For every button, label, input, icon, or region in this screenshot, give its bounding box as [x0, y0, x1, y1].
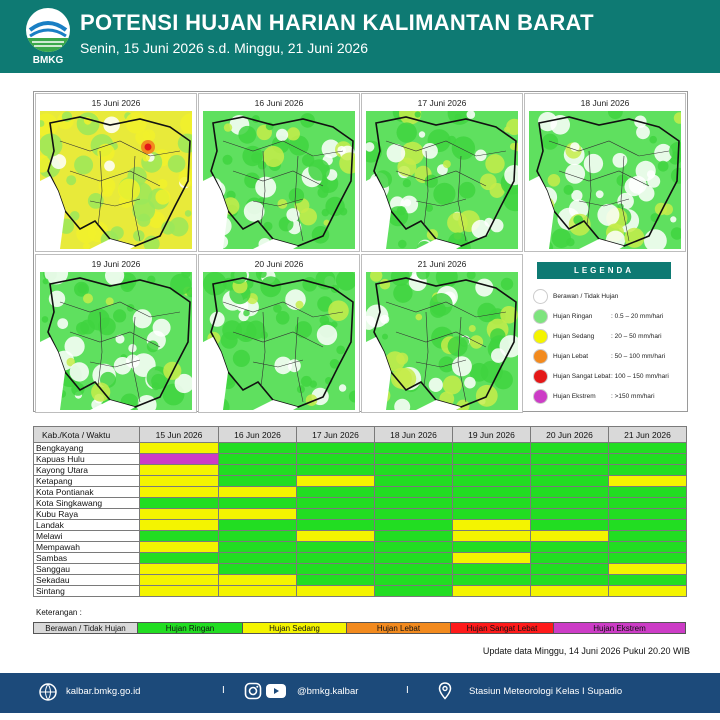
footer-social-handle[interactable]: @bmkg.kalbar [297, 686, 359, 697]
rain-level-cell [140, 498, 219, 509]
rain-level-cell [140, 553, 219, 564]
header-bar [0, 0, 720, 73]
rain-level-cell [531, 531, 609, 542]
region-name: Landak [34, 520, 140, 531]
rain-level-cell [375, 586, 453, 597]
update-text: Update data Minggu, 14 Juni 2026 Pukul 20.20 WIB [482, 646, 690, 656]
map-cell [198, 93, 360, 252]
rain-level-cell [375, 487, 453, 498]
region-name: Sanggau [34, 564, 140, 575]
legend-item [533, 369, 683, 385]
page-title: POTENSI HUJAN HARIAN KALIMANTAN BARAT [80, 10, 594, 35]
region-name: Kota Singkawang [34, 498, 140, 509]
rain-level-cell [219, 586, 297, 597]
rain-level-cell [609, 520, 687, 531]
rain-level-cell [219, 509, 297, 520]
rain-level-cell [609, 586, 687, 597]
rain-level-cell [140, 531, 219, 542]
rain-level-cell [375, 531, 453, 542]
map-cell [35, 93, 197, 252]
keterangan-item: Hujan Lebat [347, 623, 451, 633]
rain-level-cell [453, 509, 531, 520]
rain-level-cell [219, 498, 297, 509]
rain-level-cell [375, 520, 453, 531]
map-date-label: 16 Juni 2026 [254, 98, 304, 108]
rain-level-cell [375, 465, 453, 476]
globe-icon [38, 682, 58, 702]
legend [529, 254, 689, 409]
table-body [34, 443, 687, 597]
rain-level-cell [140, 465, 219, 476]
map-date-label: 15 Juni 2026 [91, 98, 141, 108]
rain-level-cell [375, 498, 453, 509]
table-header-date: 20 Jun 2026 [531, 427, 609, 443]
region-name: Sambas [34, 553, 140, 564]
legend-item-name: Hujan Sedang [553, 333, 595, 340]
rain-level-cell [219, 465, 297, 476]
legend-item-range: : 50 – 100 mm/hari [611, 353, 666, 360]
rain-level-cell [609, 531, 687, 542]
bmkg-logo [24, 8, 72, 68]
maps-panel [33, 91, 688, 412]
rain-level-cell [531, 586, 609, 597]
rain-level-cell [453, 542, 531, 553]
rain-level-cell [219, 520, 297, 531]
bmkg-logo-icon [26, 8, 70, 52]
footer-station: Stasiun Meteorologi Kelas I Supadio [469, 686, 623, 697]
map-cell [198, 254, 360, 413]
rain-level-cell [297, 498, 375, 509]
footer-separator: I [222, 685, 225, 696]
map-date-label: 19 Juni 2026 [91, 259, 141, 269]
rain-level-cell [453, 487, 531, 498]
rain-level-cell [140, 509, 219, 520]
legend-item-range: : >150 mm/hari [611, 393, 655, 400]
rain-level-cell [375, 542, 453, 553]
rain-level-cell [531, 454, 609, 465]
rain-level-cell [219, 553, 297, 564]
region-name: Bengkayang [34, 443, 140, 454]
table-header-date: 17 Jun 2026 [297, 427, 375, 443]
rain-level-cell [297, 476, 375, 487]
table-row [34, 520, 687, 531]
footer-website-link[interactable]: kalbar.bmkg.go.id [66, 686, 141, 697]
rain-level-cell [609, 498, 687, 509]
map-cell [524, 93, 686, 252]
rain-level-cell [609, 553, 687, 564]
rain-level-cell [297, 520, 375, 531]
table-header-region: Kab./Kota / Waktu [34, 427, 140, 443]
rain-level-cell [531, 487, 609, 498]
rain-map-image [529, 111, 681, 249]
rain-level-cell [375, 443, 453, 454]
keterangan-label: Keterangan : [36, 608, 82, 617]
table-header-date: 16 Jun 2026 [219, 427, 297, 443]
legend-item [533, 389, 683, 405]
rain-level-cell [140, 575, 219, 586]
legend-swatch [533, 389, 548, 404]
legend-item [533, 309, 683, 325]
rain-level-cell [531, 443, 609, 454]
rain-map-image [203, 272, 355, 410]
rain-level-cell [140, 586, 219, 597]
legend-swatch [533, 289, 548, 304]
region-name: Kayong Utara [34, 465, 140, 476]
table-header-date: 19 Jun 2026 [453, 427, 531, 443]
legend-item-range: : 20 – 50 mm/hari [611, 333, 662, 340]
table-row [34, 498, 687, 509]
region-name: Mempawah [34, 542, 140, 553]
rain-level-cell [531, 498, 609, 509]
keterangan-item: Hujan Ringan [138, 623, 243, 633]
rain-level-cell [297, 575, 375, 586]
legend-swatch [533, 329, 548, 344]
legend-item-name: Hujan Sangat Lebat [553, 373, 611, 380]
rain-level-cell [219, 476, 297, 487]
table-row [34, 564, 687, 575]
region-name: Sintang [34, 586, 140, 597]
bmkg-logo-text: BMKG [32, 55, 64, 66]
rain-level-cell [453, 586, 531, 597]
legend-item-name: Hujan Lebat [553, 353, 589, 360]
table-header-date: 21 Jun 2026 [609, 427, 687, 443]
rain-level-cell [453, 465, 531, 476]
footer-bar [0, 673, 720, 713]
map-cell [361, 93, 523, 252]
rain-map-image [40, 272, 192, 410]
rain-level-cell [297, 542, 375, 553]
instagram-icon[interactable] [244, 682, 262, 700]
table-header-date: 18 Jun 2026 [375, 427, 453, 443]
legend-item-range: : 100 – 150 mm/hari [611, 373, 669, 380]
rain-level-cell [531, 575, 609, 586]
rain-level-cell [219, 531, 297, 542]
table-row [34, 586, 687, 597]
map-date-label: 18 Juni 2026 [580, 98, 630, 108]
rain-level-cell [140, 443, 219, 454]
rain-level-cell [297, 553, 375, 564]
rain-level-cell [219, 542, 297, 553]
rain-level-cell [140, 487, 219, 498]
legend-swatch [533, 309, 548, 324]
table-header-row [34, 427, 687, 443]
map-date-label: 21 Juni 2026 [417, 259, 467, 269]
table-row [34, 443, 687, 454]
rain-level-cell [609, 542, 687, 553]
legend-item-range: : 0.5 – 20 mm/hari [611, 313, 664, 320]
table-row [34, 542, 687, 553]
map-cell [35, 254, 197, 413]
legend-item-name: Hujan Ekstrem [553, 393, 596, 400]
table-row [34, 553, 687, 564]
table-header-date: 15 Jun 2026 [140, 427, 219, 443]
footer-separator: I [406, 685, 409, 696]
rain-level-cell [453, 476, 531, 487]
rain-level-cell [219, 443, 297, 454]
rain-level-cell [609, 454, 687, 465]
map-date-label: 20 Juni 2026 [254, 259, 304, 269]
rain-level-cell [375, 509, 453, 520]
rain-level-cell [375, 476, 453, 487]
rain-level-cell [140, 542, 219, 553]
rain-level-cell [609, 564, 687, 575]
rain-level-cell [531, 476, 609, 487]
table-row [34, 575, 687, 586]
map-date-label: 17 Juni 2026 [417, 98, 467, 108]
rain-level-cell [297, 564, 375, 575]
location-pin-icon [438, 682, 452, 700]
rain-level-cell [609, 465, 687, 476]
legend-item [533, 329, 683, 345]
rain-level-cell [531, 509, 609, 520]
legend-swatch [533, 349, 548, 364]
region-name: Kota Pontianak [34, 487, 140, 498]
legend-item [533, 289, 683, 305]
region-name: Kubu Raya [34, 509, 140, 520]
rain-level-cell [609, 575, 687, 586]
keterangan-bar [33, 622, 686, 634]
map-cell [361, 254, 523, 413]
legend-item [533, 349, 683, 365]
rain-level-cell [297, 443, 375, 454]
keterangan-item: Hujan Ekstrem [554, 623, 685, 633]
rain-map-image [366, 272, 518, 410]
rain-level-cell [297, 487, 375, 498]
table-row [34, 487, 687, 498]
rain-level-cell [453, 531, 531, 542]
rain-level-cell [453, 564, 531, 575]
rain-level-cell [140, 476, 219, 487]
rain-level-cell [219, 454, 297, 465]
region-name: Ketapang [34, 476, 140, 487]
rain-level-cell [297, 465, 375, 476]
legend-item-name: Hujan Ringan [553, 313, 593, 320]
legend-title: LEGENDA [537, 262, 671, 279]
legend-swatch [533, 369, 548, 384]
rain-level-cell [453, 498, 531, 509]
rain-level-cell [609, 487, 687, 498]
legend-item-name: Berawan / Tidak Hujan [553, 293, 619, 300]
rain-map-image [366, 111, 518, 249]
rain-level-cell [219, 564, 297, 575]
rain-level-cell [297, 531, 375, 542]
keterangan-item: Hujan Sedang [243, 623, 347, 633]
keterangan-item: Hujan Sangat Lebat [451, 623, 554, 633]
page-subtitle: Senin, 15 Juni 2026 s.d. Minggu, 21 Juni 2026 [80, 40, 368, 56]
rain-map-image [203, 111, 355, 249]
rain-level-cell [297, 454, 375, 465]
rain-level-cell [219, 487, 297, 498]
rain-map-image [40, 111, 192, 249]
rain-level-cell [140, 520, 219, 531]
rain-level-cell [375, 553, 453, 564]
rain-level-cell [531, 564, 609, 575]
rain-level-cell [609, 476, 687, 487]
region-name: Melawi [34, 531, 140, 542]
rain-level-cell [140, 564, 219, 575]
rain-table [33, 426, 687, 597]
region-name: Kapuas Hulu [34, 454, 140, 465]
rain-level-cell [531, 553, 609, 564]
table-row [34, 509, 687, 520]
rain-level-cell [140, 454, 219, 465]
youtube-icon[interactable] [266, 684, 286, 698]
rain-level-cell [453, 575, 531, 586]
rain-level-cell [375, 575, 453, 586]
rain-level-cell [375, 454, 453, 465]
rain-level-cell [609, 509, 687, 520]
region-name: Sekadau [34, 575, 140, 586]
rain-level-cell [531, 542, 609, 553]
rain-level-cell [297, 586, 375, 597]
rain-level-cell [531, 520, 609, 531]
keterangan-item: Berawan / Tidak Hujan [34, 623, 138, 633]
footer-bottom-strip [40, 713, 680, 720]
table-row [34, 476, 687, 487]
rain-level-cell [453, 520, 531, 531]
rain-level-cell [609, 443, 687, 454]
rain-level-cell [219, 575, 297, 586]
rain-level-cell [453, 443, 531, 454]
rain-level-cell [297, 509, 375, 520]
rain-level-cell [375, 564, 453, 575]
rain-level-cell [531, 465, 609, 476]
table-row [34, 531, 687, 542]
table-row [34, 454, 687, 465]
rain-level-cell [453, 454, 531, 465]
rain-level-cell [453, 553, 531, 564]
table-row [34, 465, 687, 476]
